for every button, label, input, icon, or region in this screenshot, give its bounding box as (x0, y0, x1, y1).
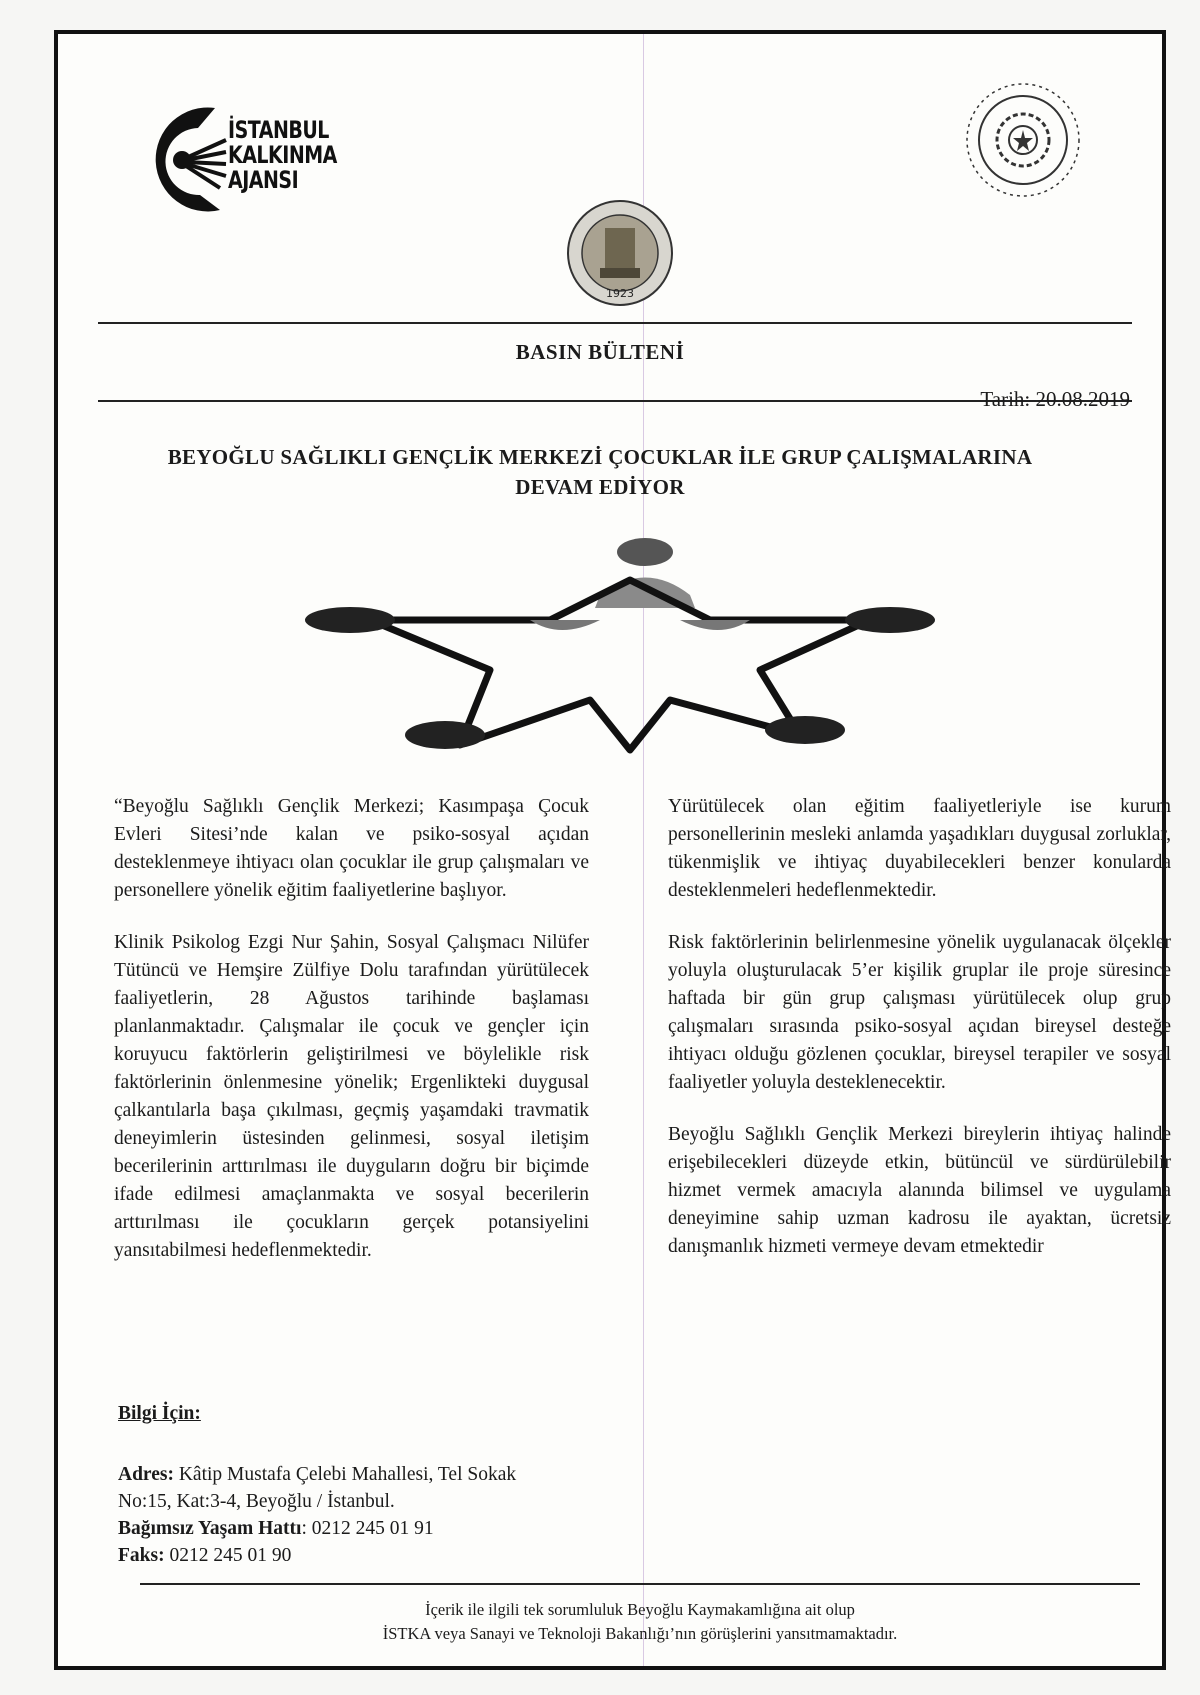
kaymakamlik-seal-icon (565, 198, 675, 308)
paragraph: “Beyoğlu Sağlıklı Gençlik Merkezi; Kasımpaşa Çocuk Evleri Sitesi’nde kalan ve psiko-sosyal açıdan desteklenmeye ihtiyacı olan çocuklar ile grup çalışmaları ve personellere yönelik eğitim faaliyetlerine başlıyor. (114, 796, 589, 901)
paragraph: Yürütülecek olan eğitim faaliyetleriyle ise kurum personellerinin mesleki anlamda yaşadıkları duygusal zorluklar, tükenmişlik ve ihtiyaç duyabilecekleri benzer konularda desteklenmeleri hedeflenmektedir. (668, 796, 1171, 901)
paragraph: Risk faktörlerinin belirlenmesine yönelik uygulanacak ölçekler yoluyla oluşturulacak 5’er kişilik gruplar ile proje süresince haftada bir gün grup çalışması yürütülecek olup grup çalışmaları sırasında psiko-sosyal açıdan bireysel desteğe ihtiyacı olduğu gözlenen çocuklar, bireysel terapiler ve sosyal faaliyetler yoluyla desteklenecektir. (668, 932, 1171, 1093)
address-line1: Kâtip Mustafa Çelebi Mahallesi, Tel Sokak (178, 1464, 517, 1485)
istka-logo-text: İSTANBUL KALKINMA AJANSI (228, 116, 337, 195)
press-release-heading: BASIN BÜLTENİ (515, 340, 685, 364)
paragraph: Beyoğlu Sağlıklı Gençlik Merkezi bireylerin ihtiyaç halinde erişebilecekleri düzeyde etkin, bütüncül ve sürdürülebilir hizmet vermek amacıyla alanında bilimsel ve uygulama deneyimine sahip uzman kadrosu ile ayaktan, ücretsiz danışmanlık hizmeti vermeye devam etmektedir (668, 1124, 1171, 1257)
footer-rule (140, 1583, 1140, 1585)
disclaimer-footer: İçerik ile ilgili tek sorumluluk Beyoğlu Kaymakamlığına ait olup İSTKA veya Sanayi ve Teknoloji Bakanlığı’nın görüşlerini yansıtmamaktadır. (382, 1600, 898, 1643)
contact-title: Bilgi İçin: (118, 1403, 201, 1424)
fax-value: 0212 245 01 90 (169, 1545, 292, 1566)
release-date: Tarih: 20.08.2019 (980, 387, 1130, 411)
body-column-left (114, 793, 589, 1289)
fax-label: Faks: (118, 1545, 165, 1566)
hotline-value: : 0212 245 01 91 (301, 1518, 434, 1539)
body-column-right (668, 793, 1171, 1285)
hotline-label: Bağımsız Yaşam Hattı (118, 1518, 302, 1539)
article-title: BEYOĞLU SAĞLIKLI GENÇLİK MERKEZİ ÇOCUKLAR İLE GRUP ÇALIŞMALARINA DEVAM EDİYOR (167, 445, 1033, 499)
header-rule-bottom (98, 400, 1132, 402)
paragraph: Klinik Psikolog Ezgi Nur Şahin, Sosyal Çalışmacı Nilüfer Tütüncü ve Hemşire Zülfiye Dolu tarafından yürütülecek faaliyetlerin, 28 Ağustos tarihinde başlaması planlanmaktadır. Çalışmalar ile çocuk ve gençler için koruyucu faktörlerin geliştirilmesi ve böylelikle risk faktörlerinin önlenmesine yönelik; Ergenlikteki duygusal çalkantılarla başa çıkılması, geçmiş yaşamdaki travmatik deneyimlerin üstesinden gelinmesi, sosyal iletişim becerilerinin arttırılması ile duyguların doğru bir biçimde ifade edilmesi amaçlanmakta ve sosyal becerilerin arttırılması ile çocukların gerçek potansiyelini yansıtabilmesi hedeflenmektedir. (114, 932, 589, 1261)
address-label: Adres: (118, 1464, 174, 1485)
address-line2: No:15, Kat:3-4, Beyoğlu / İstanbul. (118, 1491, 395, 1512)
people-star-graphic-icon (300, 520, 950, 760)
contact-info (118, 1400, 516, 1569)
header-rule-top (98, 322, 1132, 324)
seal-year: 1923 (606, 287, 634, 300)
ministry-seal-icon (963, 80, 1083, 200)
